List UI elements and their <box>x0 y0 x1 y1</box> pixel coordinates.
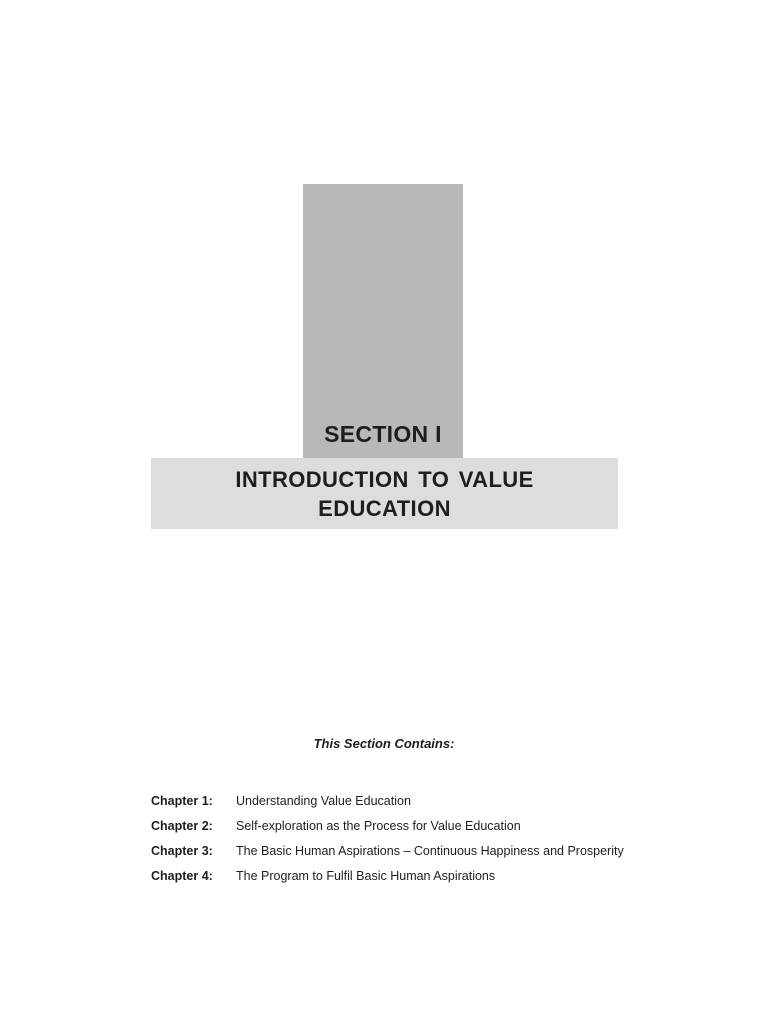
contents-heading: This Section Contains: <box>313 736 455 751</box>
chapter-number: Chapter 2: <box>151 819 213 833</box>
chapter-number: Chapter 1: <box>151 794 213 808</box>
chapter-number: Chapter 3: <box>151 844 213 858</box>
chapter-title: The Basic Human Aspirations – Continuous Happiness and Prosperity <box>236 844 624 858</box>
chapter-row <box>151 867 631 892</box>
chapter-row <box>151 792 631 817</box>
chapter-list <box>151 792 631 892</box>
chapter-row <box>151 817 631 842</box>
chapter-row <box>151 842 631 867</box>
section-title-band <box>151 458 618 529</box>
section-block <box>303 184 463 458</box>
section-title-line-2: EDUCATION <box>318 495 451 521</box>
chapter-title: Self-exploration as the Process for Value Education <box>236 819 521 833</box>
section-label: SECTION I <box>324 421 442 447</box>
chapter-title: The Program to Fulfil Basic Human Aspirations <box>236 869 496 883</box>
chapter-title: Understanding Value Education <box>236 794 411 808</box>
section-title-line-1: INTRODUCTION TO VALUE <box>235 466 534 492</box>
chapter-number: Chapter 4: <box>151 869 213 883</box>
